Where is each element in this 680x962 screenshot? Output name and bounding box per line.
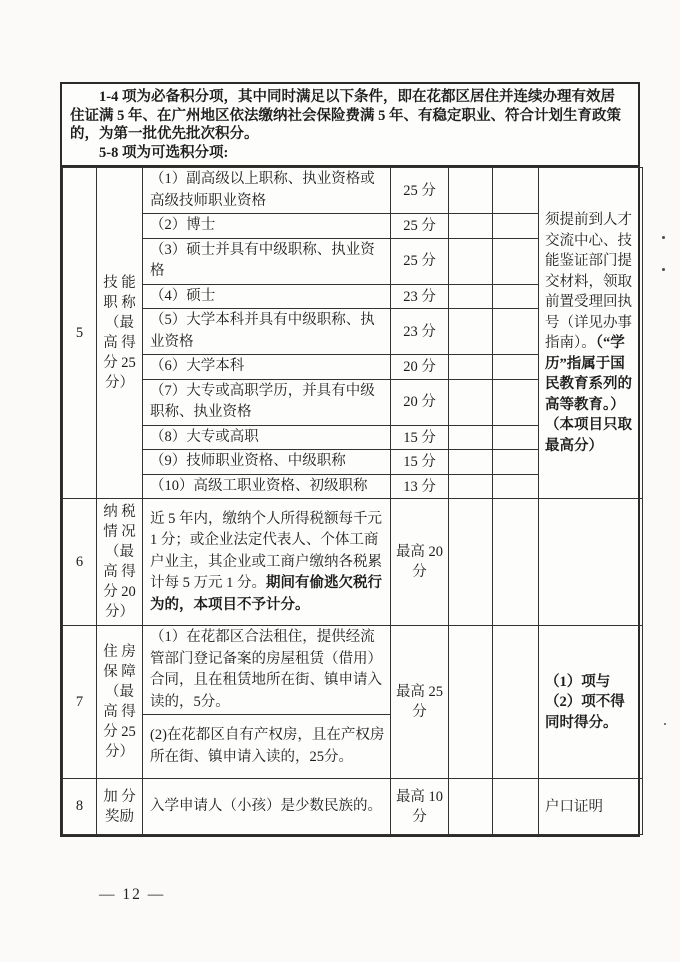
page-number: — 12 — — [99, 886, 166, 903]
category-line: （最 — [105, 315, 134, 332]
row-number-cell: 7 — [63, 626, 97, 779]
category-line: 分 25 — [103, 355, 136, 372]
points-table — [62, 167, 643, 835]
item-cell: (2)在花都区自有产权房，且在产权房所在街、镇申请入读的，25分。 — [143, 715, 391, 779]
score-cell: 最高 10 分 — [391, 779, 449, 835]
blank-cell — [449, 425, 493, 450]
intro-paragraph-2: 5-8 项为可选积分项: — [99, 144, 229, 161]
category-line: 奖励 — [105, 808, 134, 825]
category-line: 加 分 — [103, 788, 136, 805]
intro-note — [62, 84, 638, 167]
item-cell: 入学申请人（小孩）是少数民族的。 — [143, 779, 391, 835]
category-line: 分 20 — [103, 584, 136, 601]
item-cell: （1）副高级以上职称、执业资格或高级技师职业资格 — [143, 168, 391, 214]
score-cell: 最高 25 分 — [391, 626, 449, 779]
item-cell — [143, 499, 391, 626]
category-line: 分） — [105, 375, 134, 392]
row-number-cell: 6 — [63, 499, 97, 626]
blank-cell — [449, 168, 493, 214]
blank-cell — [493, 499, 539, 626]
scan-speck — [662, 236, 665, 239]
category-line: 住 房 — [103, 644, 136, 661]
category-cell — [97, 626, 143, 779]
score-cell: 15 分 — [391, 425, 449, 450]
blank-cell — [449, 499, 493, 626]
item-cell: （5）大学本科并具有中级职称、执业资格 — [143, 309, 391, 355]
item-cell: （7）大专或高职学历，并具有中级职称、执业资格 — [143, 379, 391, 425]
blank-cell — [493, 379, 539, 425]
blank-cell — [493, 626, 539, 779]
score-cell: 最高 20 分 — [391, 499, 449, 626]
score-cell: 15 分 — [391, 450, 449, 475]
item-cell: （6）大学本科 — [143, 355, 391, 380]
category-line: 技 能 — [103, 275, 136, 292]
item-cell: （9）技师职业资格、中级职称 — [143, 450, 391, 475]
table-row — [63, 779, 643, 835]
score-cell: 20 分 — [391, 379, 449, 425]
score-cell: 20 分 — [391, 355, 449, 380]
category-line: 保 障 — [103, 664, 136, 681]
table-row — [63, 168, 643, 214]
category-line: 纳 税 — [103, 504, 136, 521]
category-line: 高 得 — [103, 704, 136, 721]
score-cell: 13 分 — [391, 474, 449, 499]
category-line: 分） — [105, 744, 134, 761]
category-line: 高 得 — [103, 564, 136, 581]
row-number-cell: 5 — [63, 168, 97, 499]
blank-cell — [493, 284, 539, 309]
notes-cell: （1）项与（2）项不得同时得分。 — [539, 626, 643, 779]
notes-cell — [539, 499, 643, 626]
blank-cell — [493, 168, 539, 214]
score-cell: 25 分 — [391, 238, 449, 284]
blank-cell — [493, 355, 539, 380]
score-cell: 25 分 — [391, 214, 449, 239]
notes-cell: 户口证明 — [539, 779, 643, 835]
notes-text-bold: （“学历”指属于国民教育系列的高等教育。）（本项目只取最高分） — [545, 335, 632, 454]
category-line: （最 — [105, 684, 134, 701]
blank-cell — [493, 238, 539, 284]
item-cell: （3）硕士并具有中级职称、执业资格 — [143, 238, 391, 284]
item-cell: （2）博士 — [143, 214, 391, 239]
tax-rule-text: 近 5 年内，缴纳个人所得税额每千元 1 分；或企业法定代表人、个体工商户业主，其企业或工商户缴纳各税累计每 5 万元 1 分。 — [150, 510, 382, 592]
intro-paragraph-1: 1-4 项为必备积分项，其中同时满足以下条件，即在花都区居住并连续办理有效居住证满 5 年、在广州地区依法缴纳社会保险费满 5 年、有稳定职业、符合计划生育政策的，为第一批优先批次积分。 — [70, 89, 621, 143]
table-row — [63, 499, 643, 626]
score-cell: 23 分 — [391, 284, 449, 309]
category-line: 情 况 — [103, 524, 136, 541]
blank-cell — [449, 284, 493, 309]
score-cell: 25 分 — [391, 168, 449, 214]
blank-cell — [449, 238, 493, 284]
blank-cell — [493, 779, 539, 835]
item-cell: （4）硕士 — [143, 284, 391, 309]
table-row — [63, 626, 643, 715]
blank-cell — [449, 214, 493, 239]
blank-cell — [449, 309, 493, 355]
item-cell: （8）大专或高职 — [143, 425, 391, 450]
category-cell — [97, 499, 143, 626]
category-line: （最 — [105, 544, 134, 561]
blank-cell — [449, 626, 493, 779]
blank-cell — [449, 355, 493, 380]
blank-cell — [493, 450, 539, 475]
blank-cell — [493, 309, 539, 355]
category-cell — [97, 779, 143, 835]
item-cell: （10）高级工职业资格、初级职称 — [143, 474, 391, 499]
category-line: 分） — [105, 604, 134, 621]
category-line: 职 称 — [103, 295, 136, 312]
item-cell: （1）在花都区合法租住，提供经流管部门登记备案的房屋租赁（借用）合同，且在租赁地所在街、镇申请入读的，5分。 — [143, 626, 391, 715]
blank-cell — [493, 474, 539, 499]
category-line: 分 25 — [103, 724, 136, 741]
notes-cell — [539, 168, 643, 499]
category-cell — [97, 168, 143, 499]
blank-cell — [449, 450, 493, 475]
score-cell: 23 分 — [391, 309, 449, 355]
blank-cell — [449, 379, 493, 425]
scan-speck — [662, 268, 665, 271]
blank-cell — [449, 779, 493, 835]
notes-text: 须提前到人才交流中心、技能鉴证部门提交材料，领取前置受理回执号（详见办事指南）。 — [545, 212, 632, 352]
category-line: 高 得 — [103, 335, 136, 352]
blank-cell — [493, 214, 539, 239]
row-number-cell: 8 — [63, 779, 97, 835]
scan-speck — [664, 723, 666, 725]
tax-rule-text-bold: 期间有偷逃欠税行为的，本项目不予计分。 — [150, 575, 382, 613]
blank-cell — [449, 474, 493, 499]
blank-cell — [493, 425, 539, 450]
document-sheet — [60, 82, 640, 837]
